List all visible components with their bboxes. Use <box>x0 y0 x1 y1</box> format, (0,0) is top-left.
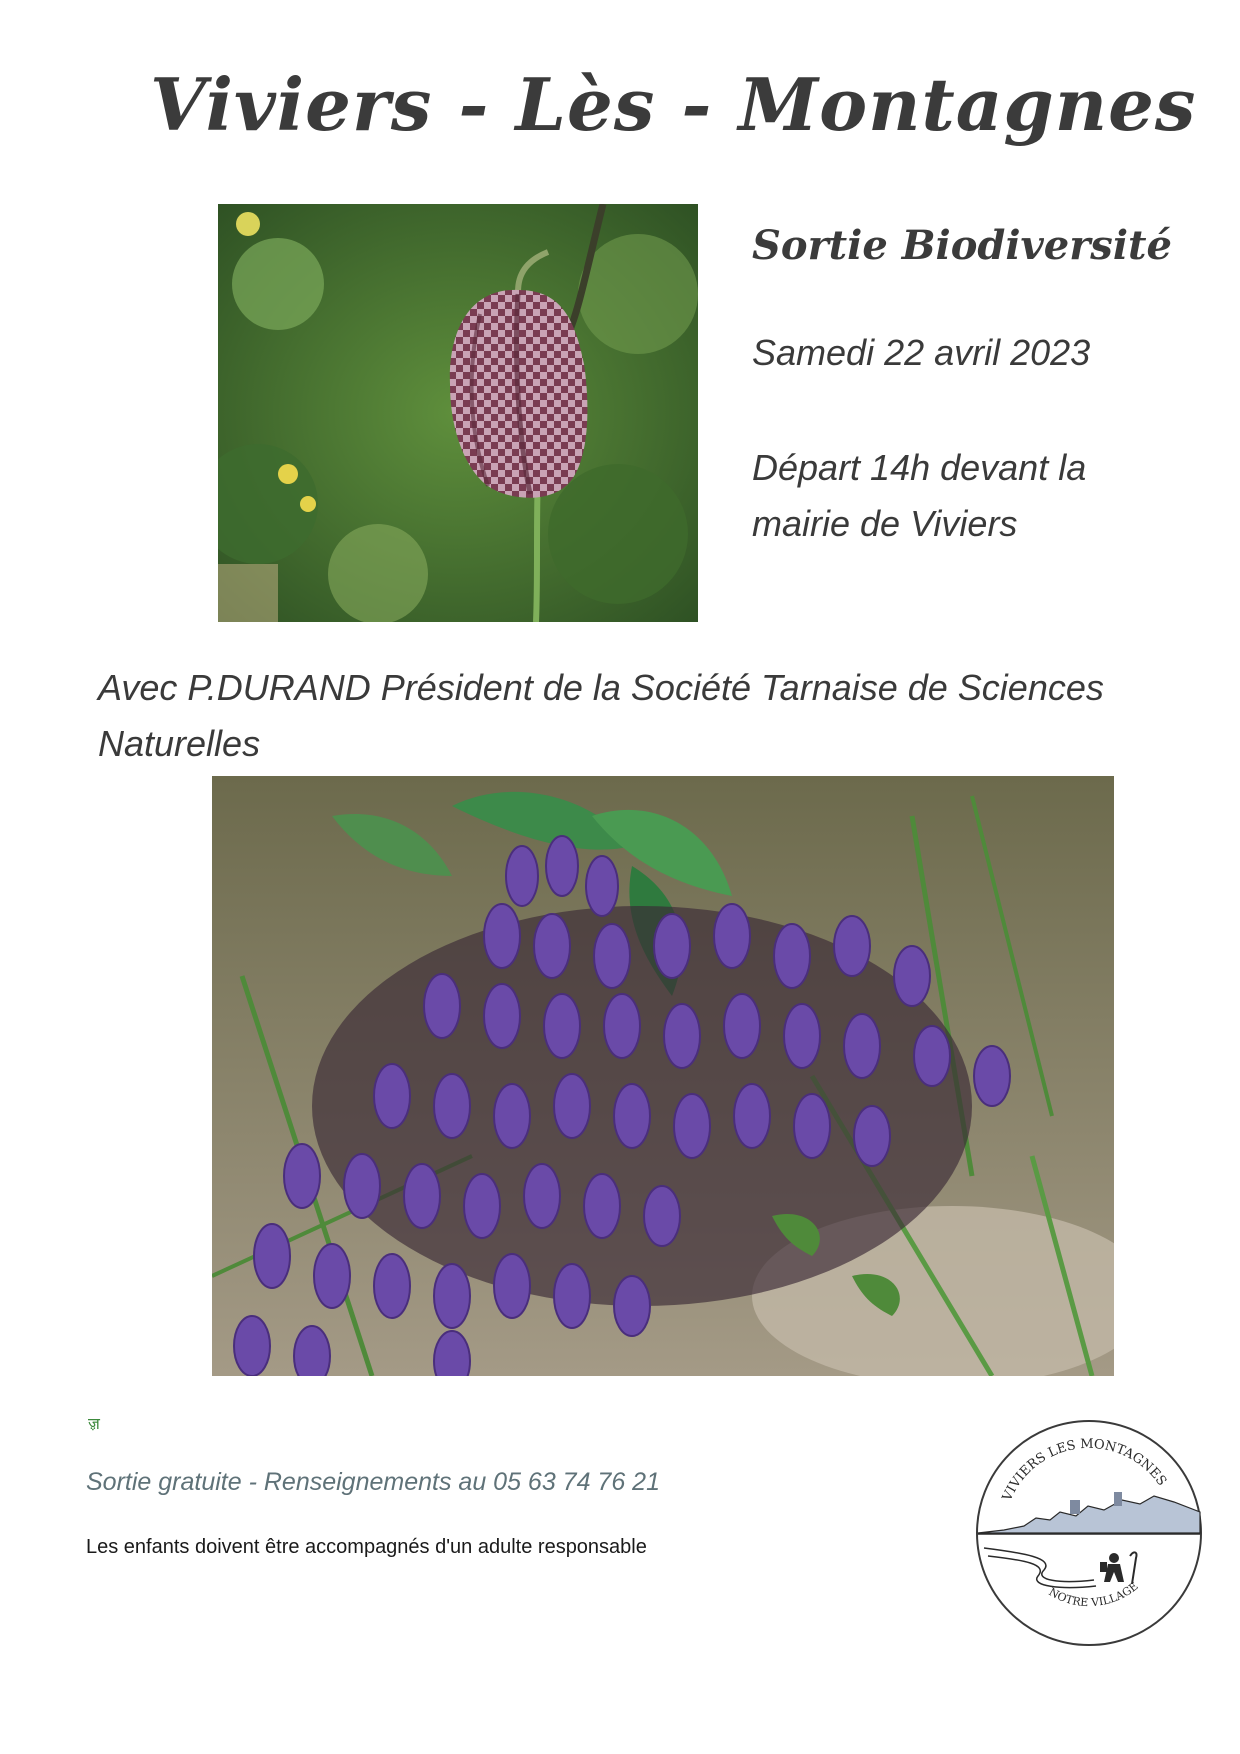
decorative-glyph: ॹ <box>88 1416 100 1433</box>
fritillary-flower-photo <box>218 204 698 622</box>
lathraea-flower-photo <box>212 776 1114 1376</box>
speaker-info: Avec P.DURAND Président de la Société Tarnaise de Sciences Naturelles <box>98 667 1104 764</box>
children-notice: Les enfants doivent être accompagnés d'un adulte responsable <box>86 1536 647 1558</box>
village-stamp-logo <box>964 1408 1214 1658</box>
event-subtitle: Sortie Biodiversité <box>752 222 1172 269</box>
stamp-top-text: VIVIERS LES MONTAGNES <box>999 1436 1170 1504</box>
stamp-bottom-text: NOTRE VILLAGE <box>1046 1579 1141 1610</box>
svg-text:VIVIERS LES MONTAGNES <box>999 1437 1169 1504</box>
event-date: Samedi 22 avril 2023 <box>752 332 1091 373</box>
page-title: Viviers - Lès - Montagnes <box>150 62 1197 147</box>
event-departure: Départ 14h devant la mairie de Viviers <box>752 447 1087 544</box>
svg-text:NOTRE VILLAGE <box>1047 1580 1141 1610</box>
free-outing-info: Sortie gratuite - Renseignements au 05 63 74 76 21 <box>86 1468 660 1496</box>
